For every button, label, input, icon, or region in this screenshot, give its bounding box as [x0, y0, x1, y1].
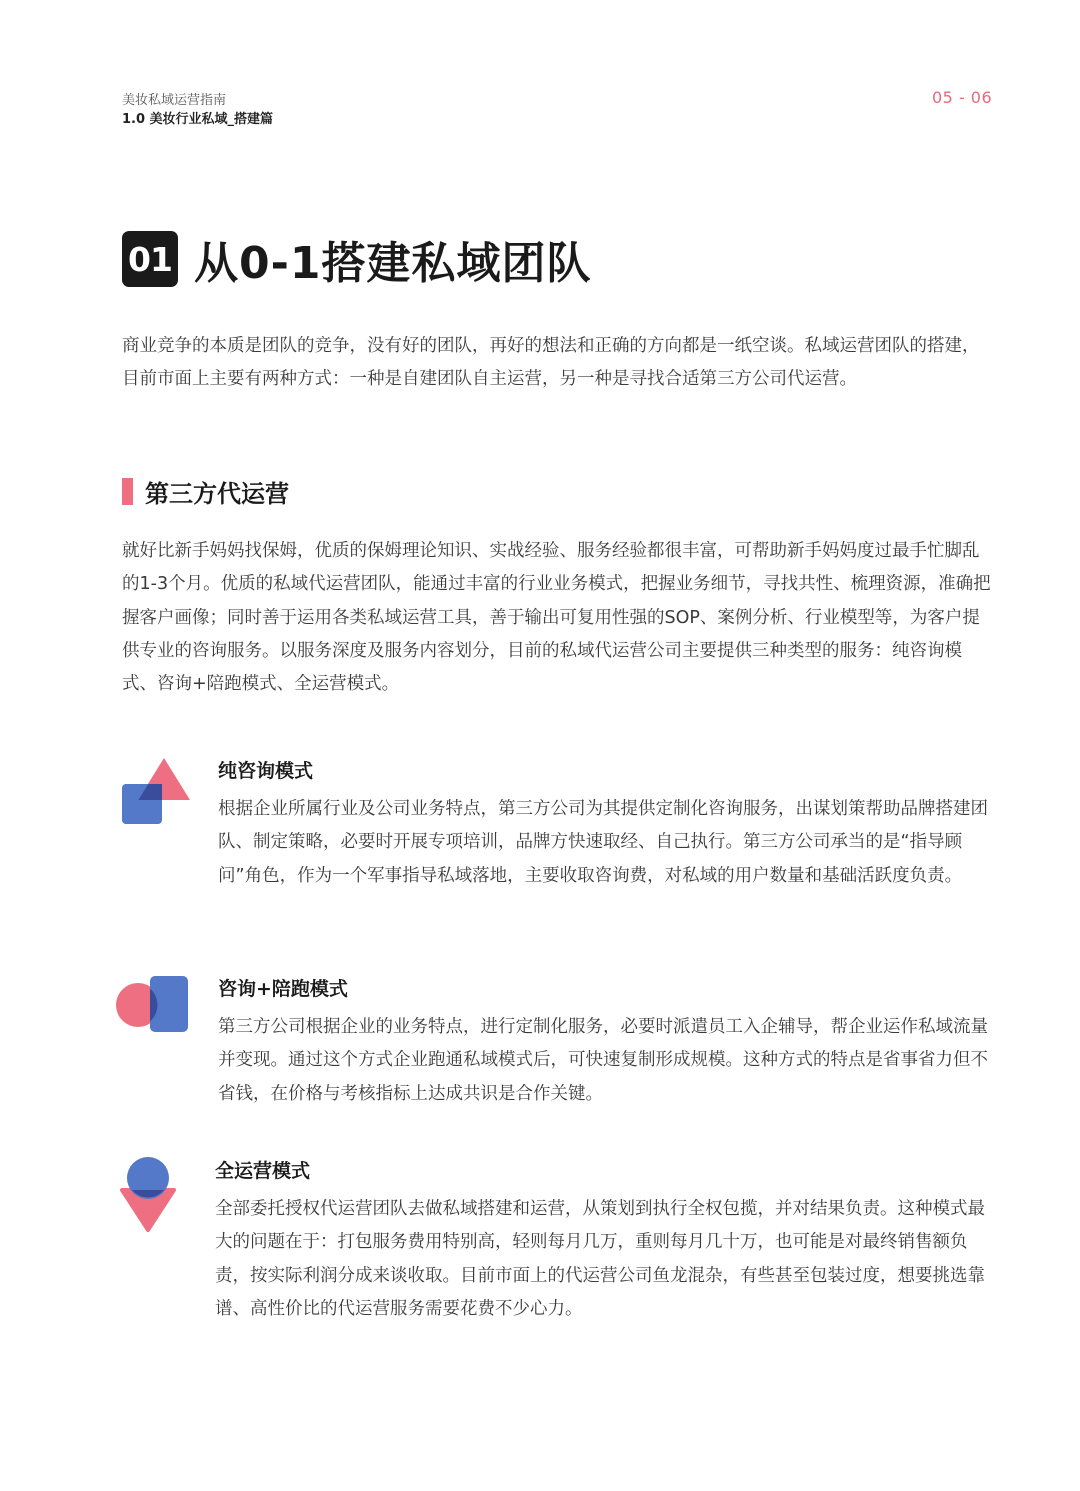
circle-rectangle-icon — [114, 972, 192, 1036]
section-paragraph: 就好比新手妈妈找保姆，优质的保姆理论知识、实战经验、服务经验都很丰富，可帮助新手妈妈度过最手忙脚乱的1-3个月。优质的私域代运营团队，能通过丰富的行业业务模式，把握业务细节，寻找共性、梳理资源，准确把握客户画像；同时善于运用各类私域运营工具，善于输出可复用性强的SOP、案例分析、行业模型等，为客户提供专业的咨询服务。以服务深度及服务内容划分，目前的私域代运营公司主要提供三种类型的服务：纯咨询模式、咨询+陪跑模式、全运营模式。 — [122, 541, 991, 695]
mode-body-full: 全部委托授权代运营团队去做私域搭建和运营，从策划到执行全权包揽，并对结果负责。这种模式最大的问题在于：打包服务费用特别高，轻则每月几万，重则每月几十万，也可能是对最终销售额负责，按实际利润分成来谈收取。目前市面上的代运营公司鱼龙混杂，有些甚至包装过度，想要挑选靠谱、高性价比的代运营服务需要花费不少心力。 — [215, 1199, 985, 1319]
section-title: 第三方代运营 — [145, 480, 289, 508]
circle-triangle-icon — [118, 1154, 178, 1234]
mode-title-full: 全运营模式 — [215, 1160, 311, 1182]
title-text: 从0-1搭建私域团队 — [194, 238, 592, 289]
section-heading — [122, 474, 289, 509]
page-title — [122, 230, 592, 288]
triangle-square-icon — [120, 756, 192, 828]
title-number-badge: 01 — [122, 231, 178, 287]
mode-title-consult: 纯咨询模式 — [218, 760, 314, 782]
mode-title-consult-plus: 咨询+陪跑模式 — [218, 978, 348, 1000]
intro-paragraph: 商业竞争的本质是团队的竞争，没有好的团队，再好的想法和正确的方向都是一纸空谈。私域运营团队的搭建，目前市面上主要有两种方式：一种是自建团队自主运营，另一种是寻找合适第三方公司代运营。 — [122, 336, 980, 390]
chapter-label: 1.0 美妆行业私域_搭建篇 — [122, 112, 274, 127]
doc-subtitle: 美妆私域运营指南 — [122, 93, 227, 108]
page-numbers: 05 - 06 — [932, 88, 993, 107]
section-accent-bar — [122, 478, 133, 505]
mode-body-consult: 根据企业所属行业及公司业务特点，第三方公司为其提供定制化咨询服务，出谋划策帮助品牌搭建团队、制定策略，必要时开展专项培训，品牌方快速取经、自己执行。第三方公司承当的是“指导顾问”角色，作为一个军事指导私域落地，主要收取咨询费，对私域的用户数量和基础活跃度负责。 — [218, 799, 988, 886]
mode-body-consult-plus: 第三方公司根据企业的业务特点，进行定制化服务，必要时派遣员工入企辅导，帮企业运作私域流量并变现。通过这个方式企业跑通私域模式后，可快速复制形成规模。这种方式的特点是省事省力但不省钱，在价格与考核指标上达成共识是合作关键。 — [218, 1017, 988, 1104]
